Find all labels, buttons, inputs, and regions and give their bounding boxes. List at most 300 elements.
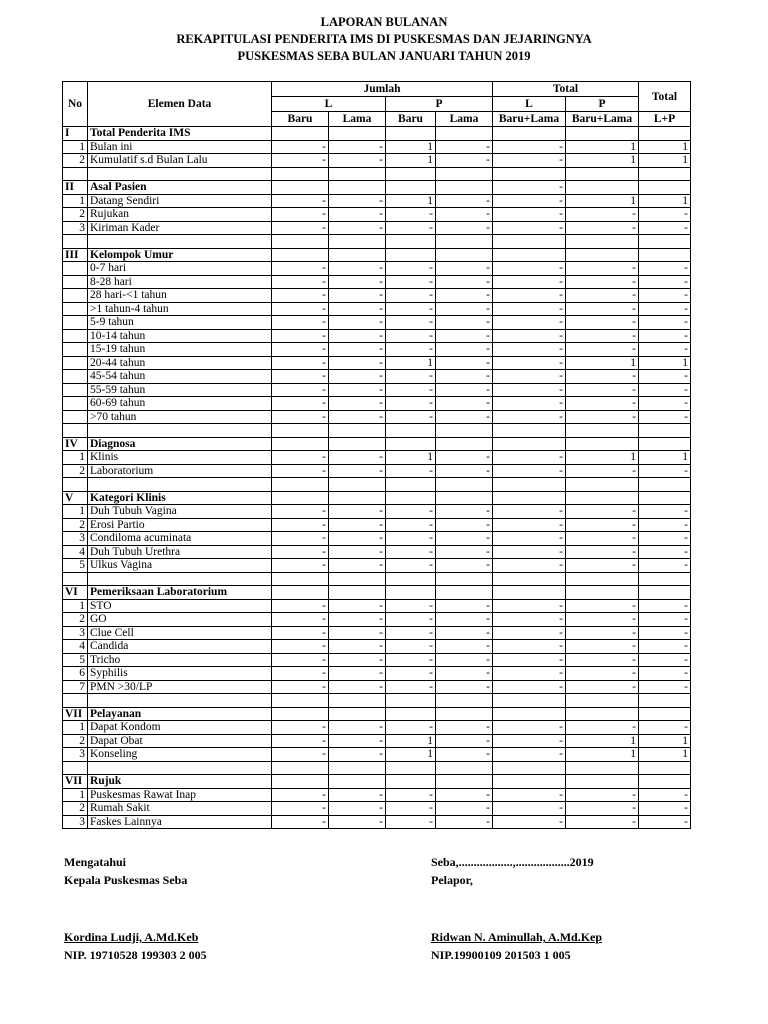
value-cell: -: [272, 802, 329, 816]
value-cell: [566, 248, 639, 262]
value-cell: -: [566, 329, 639, 343]
value-cell: 1: [639, 194, 691, 208]
value-cell: -: [493, 518, 566, 532]
value-cell: -: [436, 680, 493, 694]
row-label: [88, 167, 272, 181]
row-label: Kumulatif s.d Bulan Lalu: [88, 154, 272, 168]
row-label: Laboratorium: [88, 464, 272, 478]
value-cell: -: [329, 343, 386, 357]
section-row: [63, 437, 691, 451]
value-cell: [436, 491, 493, 505]
header-p-baru: Baru: [386, 112, 436, 127]
value-cell: -: [436, 262, 493, 276]
blank-row: [63, 478, 691, 492]
value-cell: 1: [386, 356, 436, 370]
value-cell: [566, 167, 639, 181]
value-cell: -: [272, 640, 329, 654]
value-cell: -: [329, 559, 386, 573]
value-cell: -: [386, 653, 436, 667]
value-cell: -: [639, 599, 691, 613]
value-cell: -: [272, 370, 329, 384]
value-cell: -: [386, 262, 436, 276]
row-label: Duh Tubuh Vagina: [88, 505, 272, 519]
value-cell: -: [436, 208, 493, 222]
table-row: [63, 329, 691, 343]
blank-row: [63, 572, 691, 586]
value-cell: [436, 478, 493, 492]
value-cell: [436, 775, 493, 789]
header-l-lama: Lama: [329, 112, 386, 127]
value-cell: -: [436, 613, 493, 627]
table-row: [63, 302, 691, 316]
row-number: [63, 275, 88, 289]
value-cell: -: [329, 464, 386, 478]
value-cell: [566, 572, 639, 586]
value-cell: [639, 775, 691, 789]
value-cell: [566, 127, 639, 141]
value-cell: -: [436, 329, 493, 343]
row-number: 1: [63, 451, 88, 465]
row-number: 2: [63, 518, 88, 532]
value-cell: -: [566, 640, 639, 654]
blank-row: [63, 424, 691, 438]
value-cell: [386, 437, 436, 451]
table-row: [63, 640, 691, 654]
section-label: Rujuk: [88, 775, 272, 789]
value-cell: -: [566, 370, 639, 384]
value-cell: -: [436, 397, 493, 411]
table-row: [63, 505, 691, 519]
value-cell: [386, 424, 436, 438]
row-number: 4: [63, 545, 88, 559]
value-cell: [436, 437, 493, 451]
row-label: 0-7 hari: [88, 262, 272, 276]
value-cell: [386, 181, 436, 195]
row-number: 3: [63, 532, 88, 546]
blank-row: [63, 235, 691, 249]
value-cell: [436, 248, 493, 262]
value-cell: -: [329, 802, 386, 816]
value-cell: [436, 127, 493, 141]
value-cell: -: [436, 194, 493, 208]
header-elemen-data: Elemen Data: [88, 82, 272, 127]
value-cell: [436, 181, 493, 195]
value-cell: [272, 586, 329, 600]
value-cell: -: [436, 667, 493, 681]
value-cell: -: [386, 221, 436, 235]
value-cell: -: [566, 721, 639, 735]
value-cell: -: [493, 748, 566, 762]
value-cell: -: [436, 734, 493, 748]
table-row: [63, 194, 691, 208]
row-label: PMN >30/LP: [88, 680, 272, 694]
value-cell: [493, 775, 566, 789]
value-cell: 1: [566, 194, 639, 208]
row-number: [63, 343, 88, 357]
value-cell: -: [329, 545, 386, 559]
table-row: [63, 518, 691, 532]
value-cell: -: [566, 815, 639, 829]
row-label: Erosi Partio: [88, 518, 272, 532]
value-cell: [639, 248, 691, 262]
table-row: [63, 316, 691, 330]
header-jumlah-l: L: [272, 97, 386, 112]
title-line-2: REKAPITULASI PENDERITA IMS DI PUSKESMAS DAN JEJARINGNYA: [176, 32, 592, 46]
header-total: Total: [493, 82, 639, 97]
value-cell: [436, 761, 493, 775]
value-cell: -: [272, 626, 329, 640]
table-row: [63, 410, 691, 424]
value-cell: -: [639, 613, 691, 627]
row-label: GO: [88, 613, 272, 627]
value-cell: -: [329, 397, 386, 411]
value-cell: -: [436, 802, 493, 816]
value-cell: -: [493, 154, 566, 168]
table-row: [63, 653, 691, 667]
row-number: [63, 478, 88, 492]
value-cell: -: [436, 140, 493, 154]
header-p-baru-lama: Baru+Lama: [566, 112, 639, 127]
value-cell: -: [493, 653, 566, 667]
value-cell: -: [639, 262, 691, 276]
value-cell: -: [639, 289, 691, 303]
value-cell: [436, 572, 493, 586]
value-cell: [639, 127, 691, 141]
row-number: [63, 383, 88, 397]
value-cell: -: [566, 316, 639, 330]
value-cell: 1: [566, 356, 639, 370]
row-label: Syphilis: [88, 667, 272, 681]
value-cell: -: [436, 748, 493, 762]
value-cell: 1: [386, 451, 436, 465]
value-cell: 1: [566, 748, 639, 762]
value-cell: -: [272, 505, 329, 519]
signature-right-block: [431, 928, 602, 964]
value-cell: -: [639, 802, 691, 816]
title-line-3: PUSKESMAS SEBA BULAN JANUARI TAHUN 2019: [237, 49, 531, 63]
value-cell: -: [566, 545, 639, 559]
value-cell: -: [493, 221, 566, 235]
value-cell: -: [639, 464, 691, 478]
value-cell: -: [639, 532, 691, 546]
value-cell: [272, 181, 329, 195]
row-label: STO: [88, 599, 272, 613]
value-cell: -: [436, 505, 493, 519]
row-label: 8-28 hari: [88, 275, 272, 289]
value-cell: -: [493, 599, 566, 613]
value-cell: -: [272, 599, 329, 613]
value-cell: -: [329, 518, 386, 532]
signature-right: [431, 853, 594, 889]
value-cell: -: [436, 410, 493, 424]
row-number: II: [63, 181, 88, 195]
table-row: [63, 397, 691, 411]
value-cell: -: [272, 721, 329, 735]
row-number: [63, 424, 88, 438]
value-cell: -: [329, 613, 386, 627]
header-jumlah-p: P: [386, 97, 493, 112]
row-label: Rujukan: [88, 208, 272, 222]
value-cell: -: [386, 545, 436, 559]
value-cell: -: [493, 802, 566, 816]
table-row: [63, 289, 691, 303]
value-cell: -: [639, 316, 691, 330]
value-cell: [639, 167, 691, 181]
value-cell: -: [436, 559, 493, 573]
table-row: [63, 275, 691, 289]
header-p-lama: Lama: [436, 112, 493, 127]
value-cell: [493, 437, 566, 451]
value-cell: 1: [386, 734, 436, 748]
header-no: No: [63, 82, 88, 127]
value-cell: -: [639, 559, 691, 573]
value-cell: -: [386, 680, 436, 694]
blank-row: [63, 761, 691, 775]
row-label: [88, 235, 272, 249]
value-cell: [639, 181, 691, 195]
row-number: 1: [63, 599, 88, 613]
value-cell: [566, 235, 639, 249]
value-cell: -: [272, 397, 329, 411]
value-cell: -: [272, 613, 329, 627]
value-cell: [436, 167, 493, 181]
row-number: 2: [63, 154, 88, 168]
row-label: Faskes Lainnya: [88, 815, 272, 829]
table-row: [63, 154, 691, 168]
value-cell: -: [566, 667, 639, 681]
value-cell: -: [639, 640, 691, 654]
value-cell: -: [272, 559, 329, 573]
value-cell: -: [566, 626, 639, 640]
table-row: [63, 532, 691, 546]
value-cell: -: [329, 262, 386, 276]
value-cell: -: [566, 599, 639, 613]
value-cell: -: [436, 356, 493, 370]
value-cell: -: [436, 518, 493, 532]
value-cell: -: [639, 370, 691, 384]
value-cell: -: [329, 505, 386, 519]
section-label: Total Penderita IMS: [88, 127, 272, 141]
table-body: [63, 127, 691, 829]
value-cell: -: [436, 545, 493, 559]
row-label: 60-69 tahun: [88, 397, 272, 411]
value-cell: -: [386, 815, 436, 829]
value-cell: 1: [386, 748, 436, 762]
value-cell: 1: [639, 734, 691, 748]
value-cell: -: [272, 518, 329, 532]
row-number: [63, 235, 88, 249]
value-cell: -: [329, 532, 386, 546]
signature-right-line1: Seba,..................,..................2019: [431, 855, 594, 869]
value-cell: -: [386, 721, 436, 735]
value-cell: 1: [639, 154, 691, 168]
value-cell: -: [272, 788, 329, 802]
value-cell: -: [272, 667, 329, 681]
row-number: [63, 329, 88, 343]
value-cell: [329, 478, 386, 492]
value-cell: -: [566, 383, 639, 397]
value-cell: [329, 181, 386, 195]
value-cell: -: [493, 626, 566, 640]
table-row: [63, 734, 691, 748]
value-cell: -: [566, 289, 639, 303]
row-label: [88, 761, 272, 775]
section-row: [63, 127, 691, 141]
row-number: 1: [63, 788, 88, 802]
row-number: IV: [63, 437, 88, 451]
value-cell: -: [272, 680, 329, 694]
value-cell: [639, 707, 691, 721]
value-cell: [436, 424, 493, 438]
row-label: >70 tahun: [88, 410, 272, 424]
value-cell: [386, 775, 436, 789]
row-label: Klinis: [88, 451, 272, 465]
value-cell: -: [493, 734, 566, 748]
table-row: [63, 667, 691, 681]
value-cell: -: [436, 316, 493, 330]
value-cell: -: [386, 640, 436, 654]
row-number: [63, 370, 88, 384]
signature-left-name: Kordina Ludji, A.Md.Keb: [64, 930, 199, 944]
value-cell: -: [493, 721, 566, 735]
value-cell: -: [329, 626, 386, 640]
value-cell: [272, 572, 329, 586]
table-row: [63, 464, 691, 478]
value-cell: -: [566, 262, 639, 276]
row-label: 5-9 tahun: [88, 316, 272, 330]
section-row: [63, 775, 691, 789]
section-row: [63, 181, 691, 195]
value-cell: [386, 707, 436, 721]
row-label: >1 tahun-4 tahun: [88, 302, 272, 316]
value-cell: -: [493, 532, 566, 546]
value-cell: 1: [639, 140, 691, 154]
value-cell: [493, 248, 566, 262]
table-row: [63, 262, 691, 276]
section-label: Pelayanan: [88, 707, 272, 721]
row-label: Konseling: [88, 748, 272, 762]
value-cell: -: [436, 289, 493, 303]
value-cell: -: [386, 370, 436, 384]
table-row: [63, 370, 691, 384]
value-cell: -: [272, 464, 329, 478]
value-cell: -: [493, 410, 566, 424]
value-cell: [329, 586, 386, 600]
section-row: [63, 248, 691, 262]
value-cell: -: [639, 653, 691, 667]
row-number: 5: [63, 559, 88, 573]
value-cell: -: [493, 397, 566, 411]
value-cell: 1: [386, 140, 436, 154]
value-cell: -: [639, 397, 691, 411]
row-number: 2: [63, 208, 88, 222]
value-cell: -: [329, 289, 386, 303]
value-cell: [566, 586, 639, 600]
table-row: [63, 208, 691, 222]
value-cell: -: [493, 667, 566, 681]
blank-row: [63, 167, 691, 181]
value-cell: -: [386, 383, 436, 397]
row-number: [63, 262, 88, 276]
report-title: [0, 14, 768, 65]
value-cell: -: [566, 788, 639, 802]
value-cell: -: [329, 788, 386, 802]
value-cell: [386, 491, 436, 505]
value-cell: -: [272, 653, 329, 667]
value-cell: -: [566, 505, 639, 519]
row-number: 1: [63, 140, 88, 154]
value-cell: -: [566, 518, 639, 532]
table-row: [63, 680, 691, 694]
value-cell: -: [436, 626, 493, 640]
value-cell: -: [639, 410, 691, 424]
section-label: Kategori Klinis: [88, 491, 272, 505]
value-cell: -: [272, 410, 329, 424]
value-cell: [329, 572, 386, 586]
value-cell: -: [329, 221, 386, 235]
value-cell: -: [493, 383, 566, 397]
value-cell: 1: [386, 194, 436, 208]
value-cell: -: [272, 451, 329, 465]
header-lp: L+P: [639, 112, 691, 127]
table-row: [63, 748, 691, 762]
row-number: 1: [63, 505, 88, 519]
row-number: [63, 410, 88, 424]
header-l-baru-lama: Baru+Lama: [493, 112, 566, 127]
value-cell: [639, 478, 691, 492]
value-cell: -: [493, 640, 566, 654]
value-cell: -: [329, 410, 386, 424]
value-cell: [329, 775, 386, 789]
value-cell: [329, 248, 386, 262]
section-label: Asal Pasien: [88, 181, 272, 195]
value-cell: -: [272, 262, 329, 276]
value-cell: [436, 694, 493, 708]
value-cell: -: [386, 667, 436, 681]
value-cell: -: [639, 343, 691, 357]
row-label: Candida: [88, 640, 272, 654]
value-cell: [493, 586, 566, 600]
value-cell: [566, 761, 639, 775]
value-cell: [386, 572, 436, 586]
row-label: [88, 572, 272, 586]
value-cell: -: [493, 262, 566, 276]
value-cell: [386, 586, 436, 600]
value-cell: -: [272, 532, 329, 546]
value-cell: -: [272, 734, 329, 748]
value-cell: [493, 167, 566, 181]
row-label: Condiloma acuminata: [88, 532, 272, 546]
value-cell: -: [493, 316, 566, 330]
value-cell: -: [329, 734, 386, 748]
value-cell: -: [639, 518, 691, 532]
table-row: [63, 356, 691, 370]
row-label: Tricho: [88, 653, 272, 667]
row-number: 1: [63, 721, 88, 735]
value-cell: -: [272, 545, 329, 559]
value-cell: -: [329, 302, 386, 316]
signature-right-line2: Pelapor,: [431, 873, 473, 887]
row-label: Dapat Kondom: [88, 721, 272, 735]
value-cell: [639, 694, 691, 708]
row-label: 10-14 tahun: [88, 329, 272, 343]
value-cell: -: [566, 302, 639, 316]
table-row: [63, 545, 691, 559]
row-number: 6: [63, 667, 88, 681]
table-row: [63, 451, 691, 465]
table-header: [63, 82, 691, 127]
value-cell: -: [436, 464, 493, 478]
